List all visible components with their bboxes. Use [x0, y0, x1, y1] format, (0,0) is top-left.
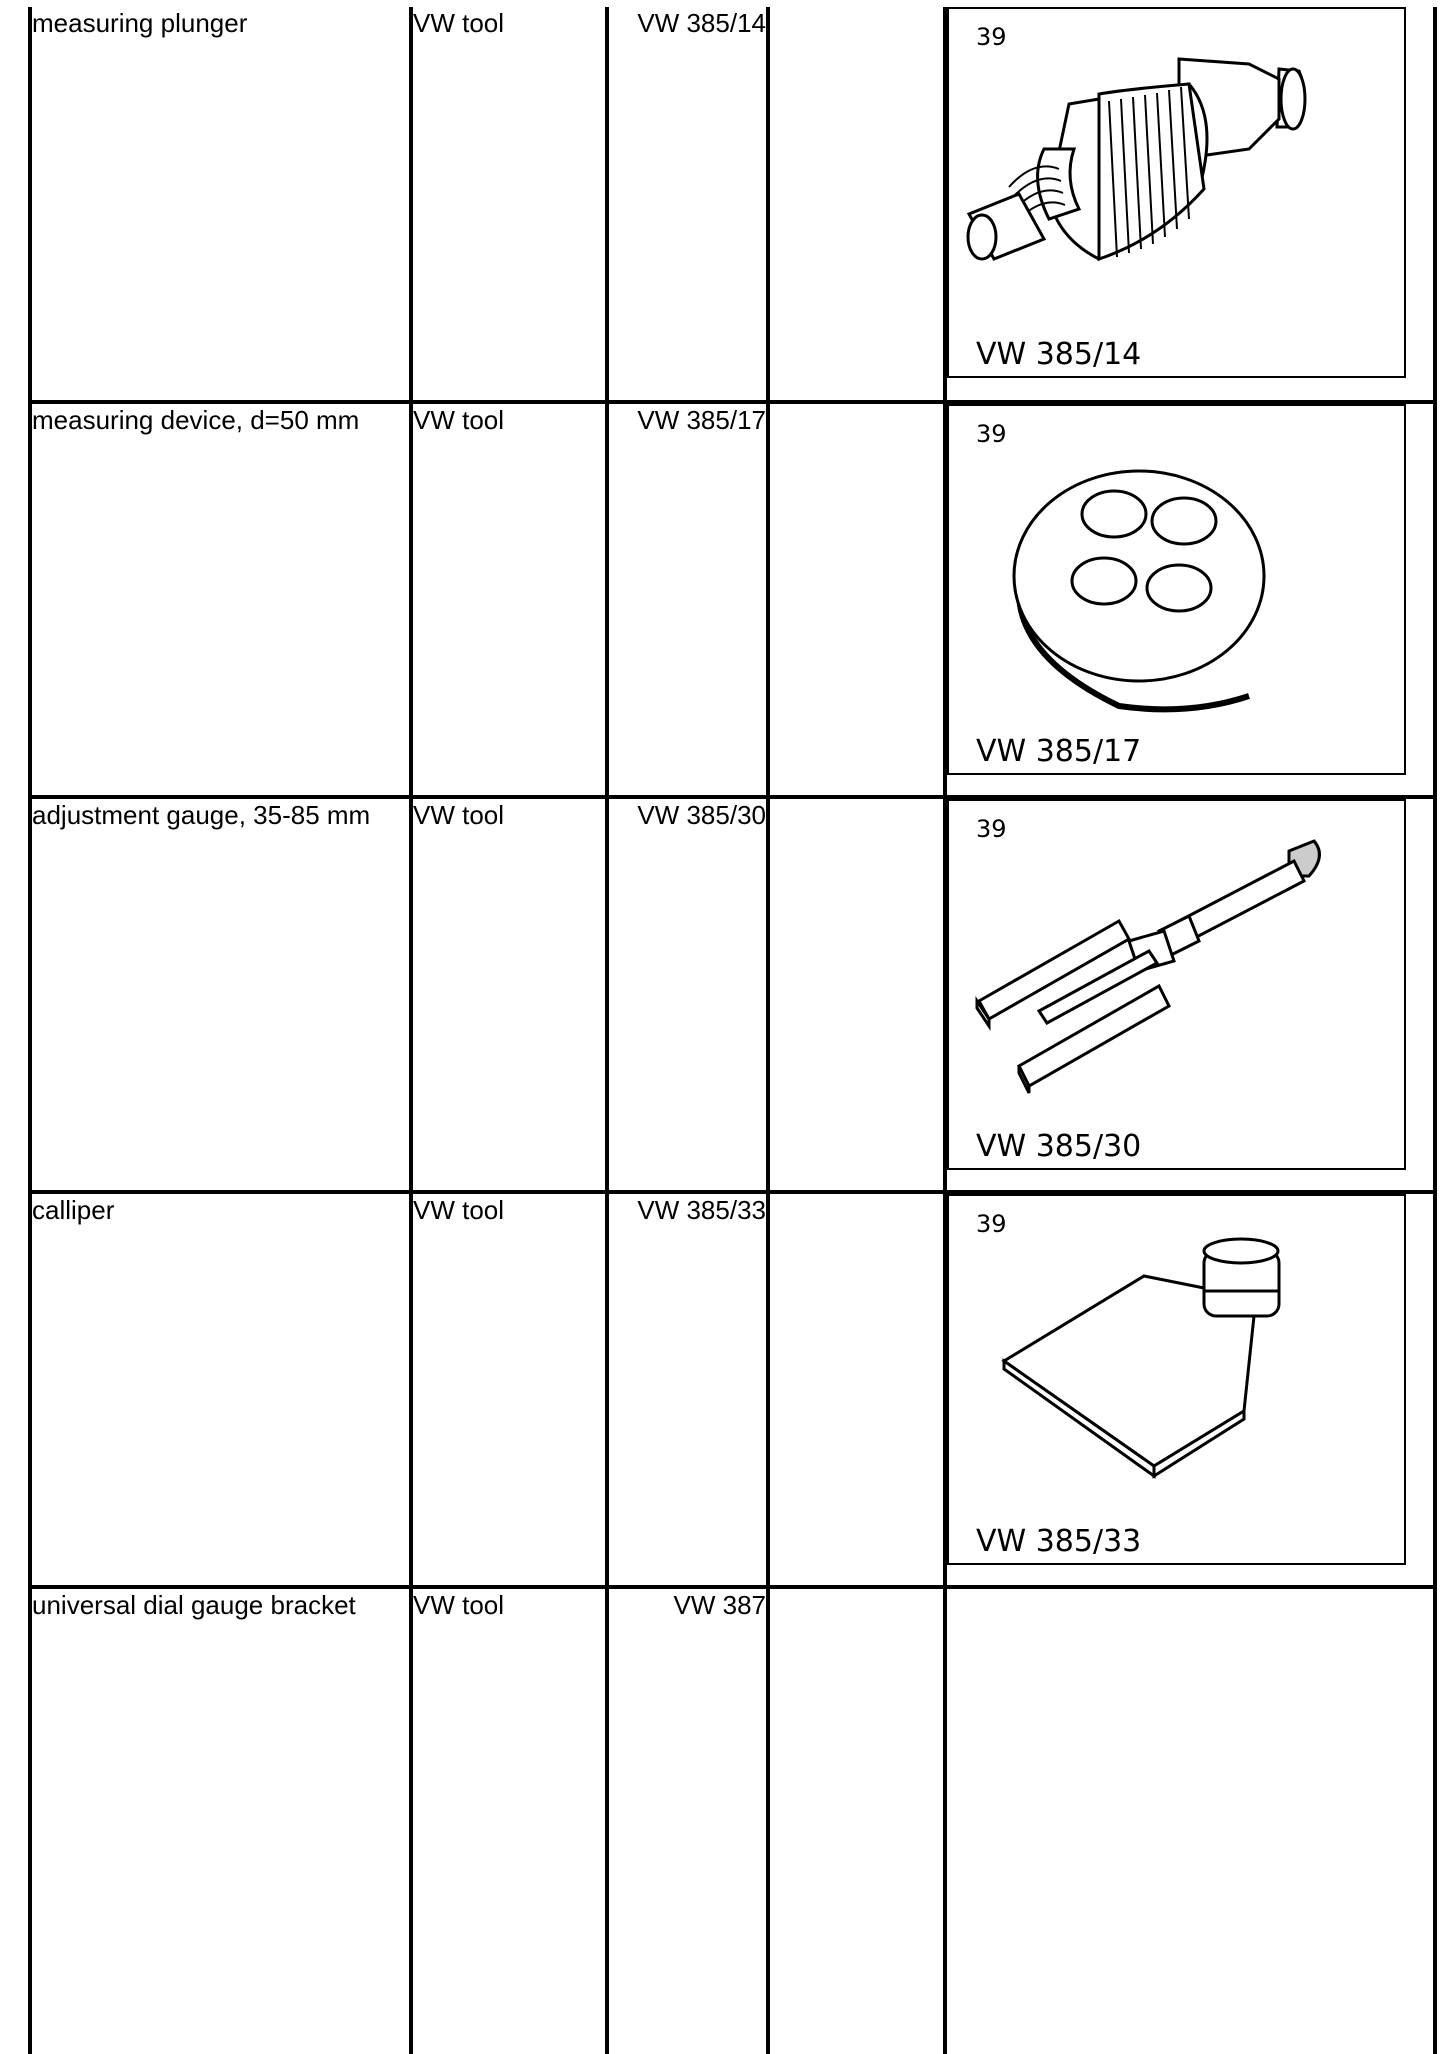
tool-source: VW tool: [411, 797, 607, 1192]
tool-number: VW 387: [607, 1587, 768, 2054]
special-tools-table: [28, 7, 1437, 2054]
table-row: [30, 797, 1435, 1192]
tool-description: universal dial gauge bracket: [30, 1587, 411, 2054]
tool-remark: [768, 1587, 945, 2054]
table-row: [30, 402, 1435, 797]
measuring-device-illustration: [949, 406, 1408, 777]
tool-remark: [768, 797, 945, 1192]
table-row: [30, 7, 1435, 402]
tool-number: VW 385/33: [607, 1192, 768, 1587]
tool-figure-cell: [945, 1192, 1435, 1587]
calliper-illustration: [949, 1196, 1408, 1567]
tool-source: VW tool: [411, 1587, 607, 2054]
tool-number: VW 385/30: [607, 797, 768, 1192]
adjustment-gauge-illustration: [949, 801, 1408, 1172]
figure-caption: VW 385/17: [976, 734, 1142, 769]
tool-figure: [947, 1194, 1406, 1565]
tool-figure: [947, 799, 1406, 1170]
tool-remark: [768, 1192, 945, 1587]
measuring-plunger-illustration: [949, 9, 1408, 380]
figure-number: 39: [976, 1210, 1007, 1238]
tool-figure: [947, 7, 1406, 378]
tool-figure-cell-empty: [945, 1587, 1435, 2054]
figure-number: 39: [976, 420, 1007, 448]
tool-description: measuring device, d=50 mm: [30, 402, 411, 797]
tool-source: VW tool: [411, 402, 607, 797]
figure-caption: VW 385/33: [976, 1524, 1142, 1559]
tool-remark: [768, 402, 945, 797]
figure-caption: VW 385/14: [976, 337, 1142, 372]
table-row: [30, 1587, 1435, 2054]
figure-number: 39: [976, 23, 1007, 51]
tool-figure-cell: [945, 7, 1435, 402]
tool-description: measuring plunger: [30, 7, 411, 402]
table-row: [30, 1192, 1435, 1587]
tool-remark: [768, 7, 945, 402]
tool-figure-cell: [945, 797, 1435, 1192]
tool-source: VW tool: [411, 7, 607, 402]
tool-number: VW 385/14: [607, 7, 768, 402]
tool-description: calliper: [30, 1192, 411, 1587]
tool-number: VW 385/17: [607, 402, 768, 797]
tool-source: VW tool: [411, 1192, 607, 1587]
figure-number: 39: [976, 815, 1007, 843]
tool-description: adjustment gauge, 35-85 mm: [30, 797, 411, 1192]
tool-figure: [947, 404, 1406, 775]
figure-caption: VW 385/30: [976, 1129, 1142, 1164]
tool-figure-cell: [945, 402, 1435, 797]
